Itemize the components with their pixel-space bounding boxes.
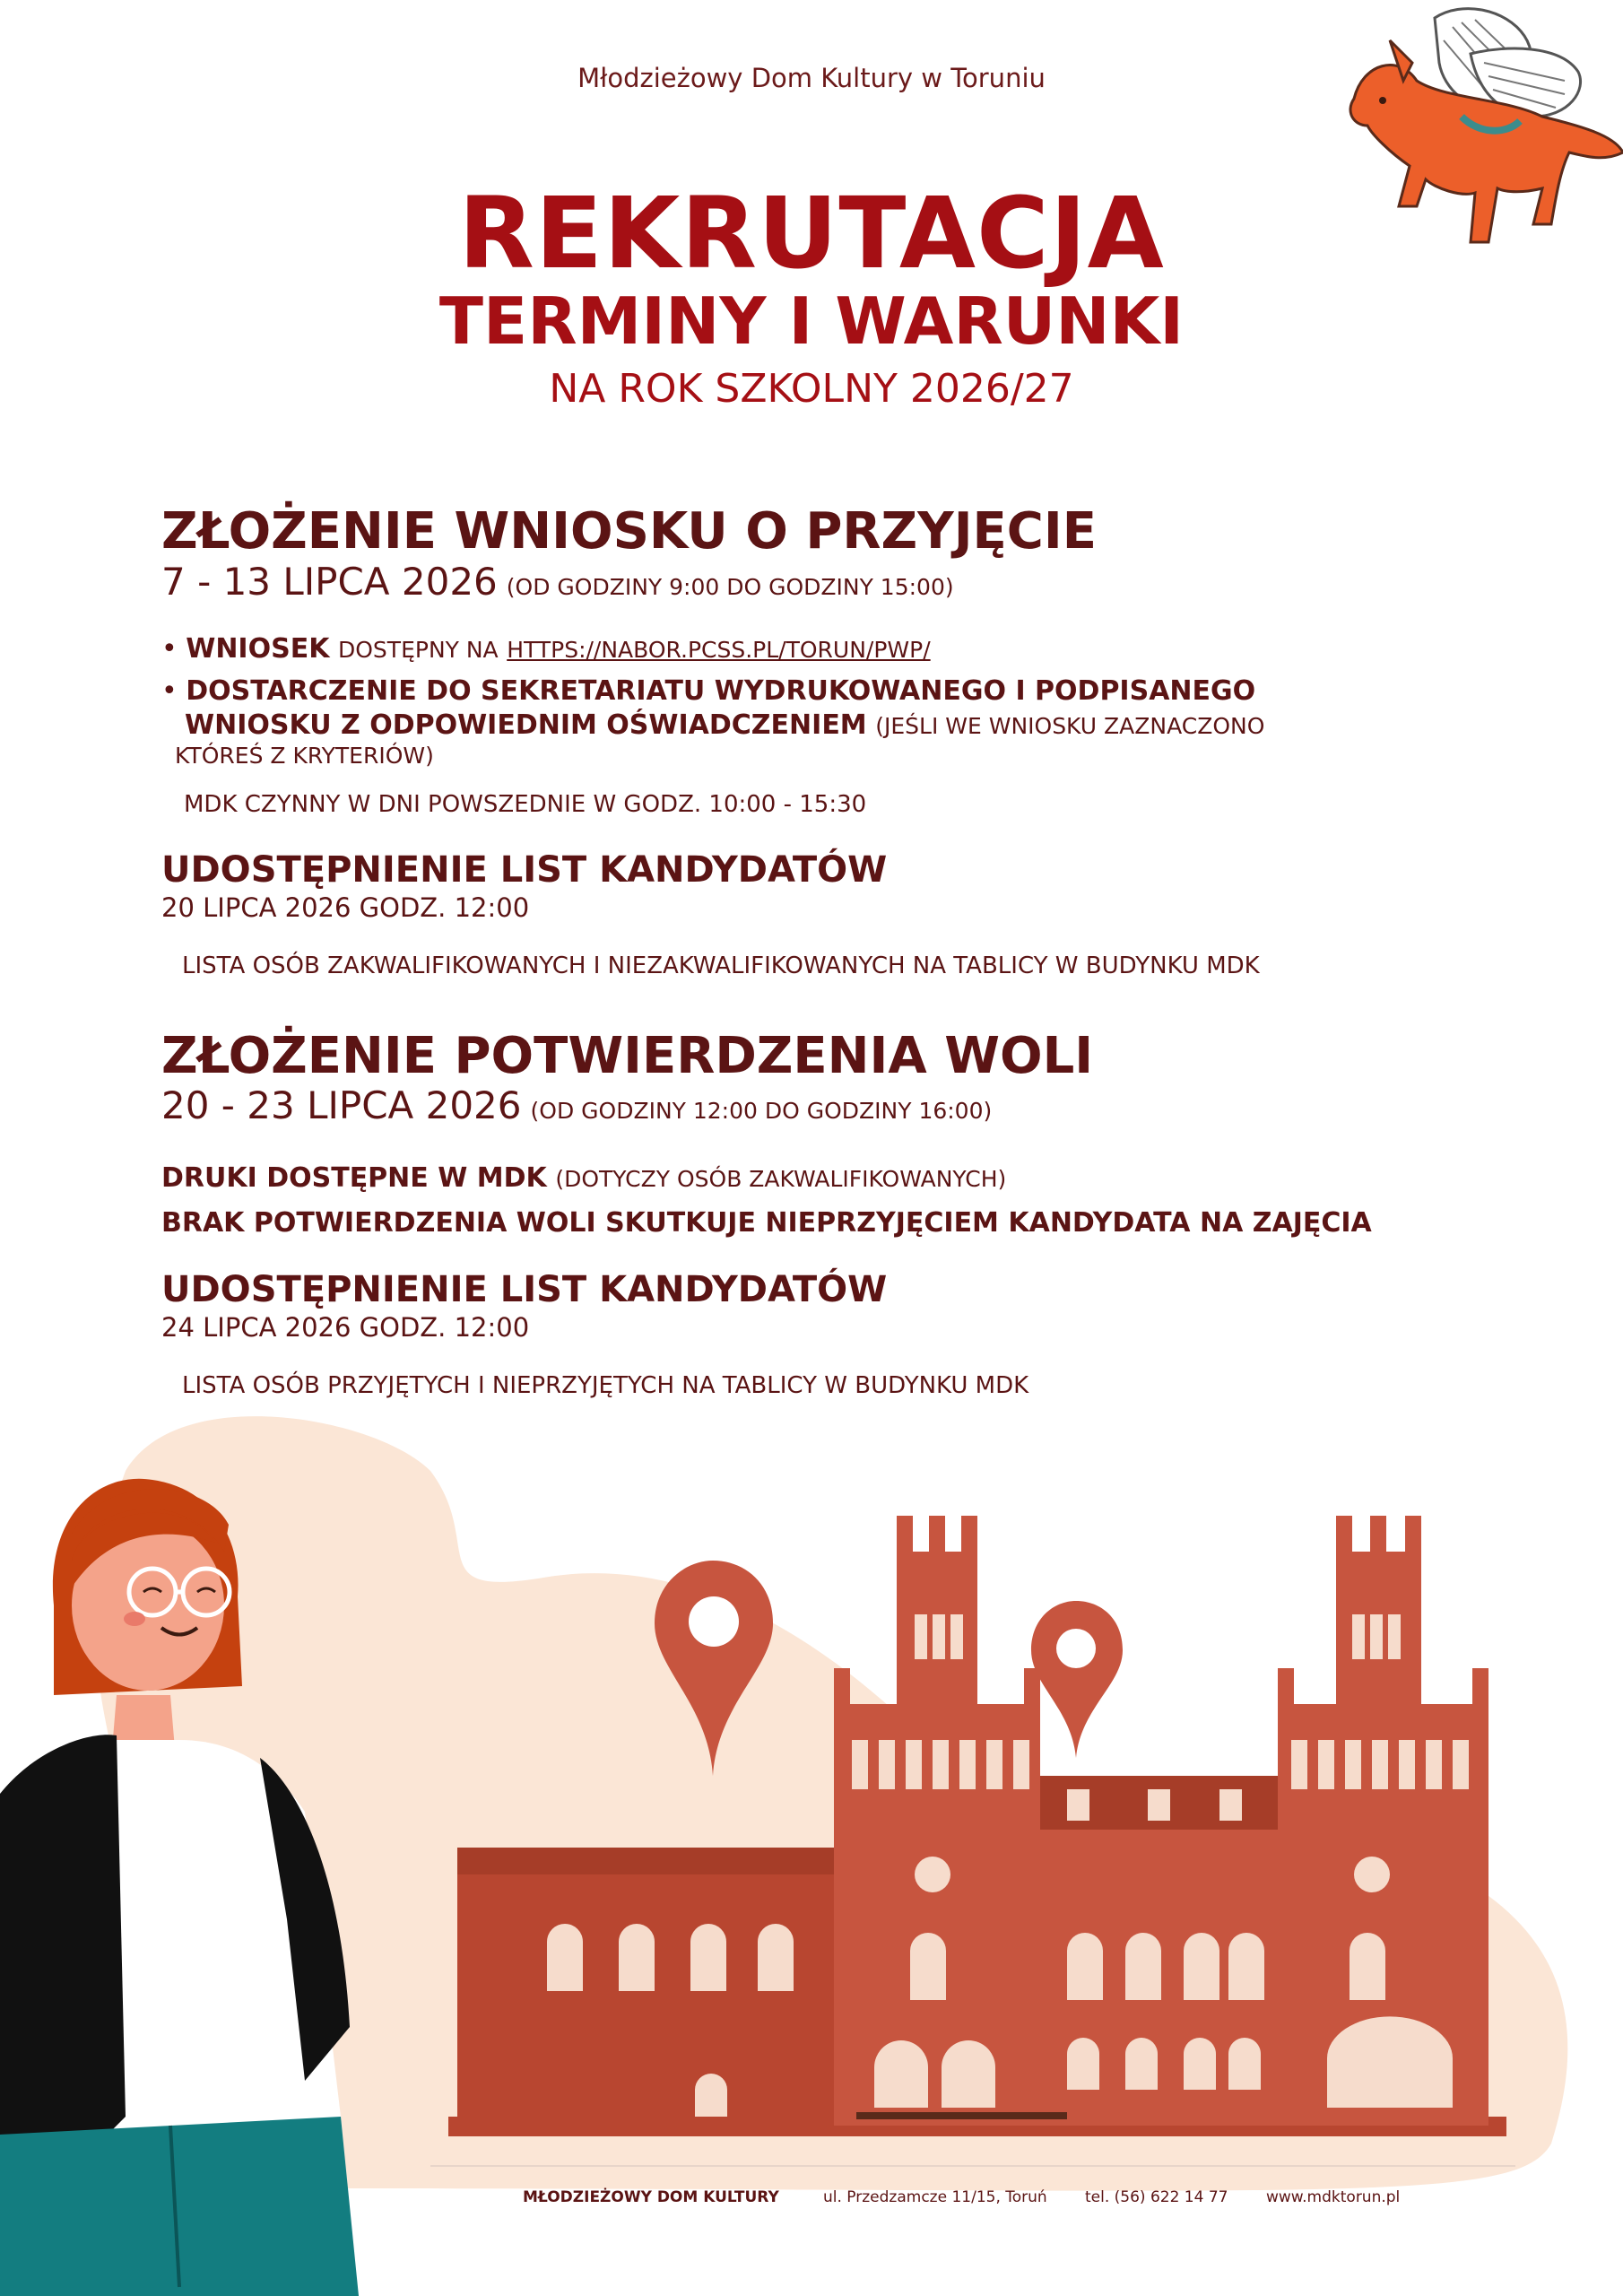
section4-heading: UDOSTĘPNIENIE LIST KANDYDATÓW: [161, 1269, 888, 1310]
section2-heading: UDOSTĘPNIENIE LIST KANDYDATÓW: [161, 849, 888, 891]
section1-date: 7 - 13 LIPCA 2026: [161, 560, 498, 604]
section1-bullet2: • DOSTARCZENIE DO SEKRETARIATU WYDRUKOWANEGO I PODPISANEGO WNIOSKU Z ODPOWIEDNIM OŚWIADCZENIEM (JEŚLI WE WNIOSKU ZAZNACZONO KTÓREŚ Z KRYTERIÓW): [161, 674, 1506, 770]
section1-bullet1: • WNIOSEK DOSTĘPNY NA HTTPS://NABOR.PCSS.PL/TORUN/PWP/: [161, 633, 931, 665]
section3-hours: (OD GODZINY 12:00 DO GODZINY 16:00): [530, 1098, 993, 1124]
bullet2-note-line2: KTÓREŚ Z KRYTERIÓW): [175, 743, 434, 769]
title-secondary: TERMINY I WARUNKI: [438, 283, 1185, 359]
section4-date: 24 LIPCA 2026 GODZ. 12:00: [161, 1312, 530, 1343]
title-main: REKRUTACJA: [458, 176, 1165, 291]
section1-date-row: [161, 560, 954, 604]
bullet2-bold-line1: DOSTARCZENIE DO SEKRETARIATU WYDRUKOWANEGO I PODPISANEGO: [186, 675, 1256, 707]
section3-line1-note: (DOTYCZY OSÓB ZAKWALIFIKOWANYCH): [555, 1166, 1007, 1192]
office-hours: MDK CZYNNY W DNI POWSZEDNIE W GODZ. 10:00 - 15:30: [184, 791, 867, 818]
bullet1-bold: WNIOSEK: [186, 633, 330, 665]
footer-phone: tel. (56) 622 14 77: [1085, 2188, 1228, 2206]
section3-line1-bold: DRUKI DOSTĘPNE W MDK: [161, 1162, 547, 1194]
organization-name: Młodzieżowy Dom Kultury w Toruniu: [577, 63, 1046, 93]
section4-note: LISTA OSÓB PRZYJĘTYCH I NIEPRZYJĘTYCH NA TABLICY W BUDYNKU MDK: [182, 1372, 1029, 1399]
footer-name: MŁODZIEŻOWY DOM KULTURY: [523, 2188, 779, 2206]
footer-website[interactable]: www.mdktorun.pl: [1266, 2188, 1401, 2206]
section2-date: 20 LIPCA 2026 GODZ. 12:00: [161, 892, 530, 923]
footer-address: ul. Przedzamcze 11/15, Toruń: [823, 2188, 1047, 2206]
bullet2-note-line1: (JEŚLI WE WNIOSKU ZAZNACZONO: [875, 712, 1265, 739]
bullet1-text: DOSTĘPNY NA: [338, 637, 499, 663]
section3-date: 20 - 23 LIPCA 2026: [161, 1083, 522, 1127]
section1-heading: ZŁOŻENIE WNIOSKU O PRZYJĘCIE: [161, 502, 1097, 561]
section3-line1: [161, 1161, 1006, 1196]
footer-divider: [430, 2165, 1515, 2167]
bullet2-bold-line2: WNIOSKU Z ODPOWIEDNIM OŚWIADCZENIEM: [185, 709, 867, 741]
section1-hours: (OD GODZINY 9:00 DO GODZINY 15:00): [506, 574, 954, 600]
application-link[interactable]: HTTPS://NABOR.PCSS.PL/TORUN/PWP/: [507, 637, 931, 663]
illustration-scene: [0, 1399, 1623, 2296]
section3-line2-bold: BRAK POTWIERDZENIA WOLI SKUTKUJE NIEPRZYJĘCIEM KANDYDATA NA ZAJĘCIA: [161, 1207, 1372, 1239]
map-pin-icon: [1031, 1601, 1123, 1758]
title-school-year: NA ROK SZKOLNY 2026/27: [549, 366, 1074, 412]
section3-heading: ZŁOŻENIE POTWIERDZENIA WOLI: [161, 1027, 1094, 1085]
section3-line2: [161, 1206, 1372, 1240]
section2-note: LISTA OSÓB ZAKWALIFIKOWANYCH I NIEZAKWALIFIKOWANYCH NA TABLICY W BUDYNKU MDK: [182, 952, 1260, 979]
section3-date-row: [161, 1083, 993, 1127]
